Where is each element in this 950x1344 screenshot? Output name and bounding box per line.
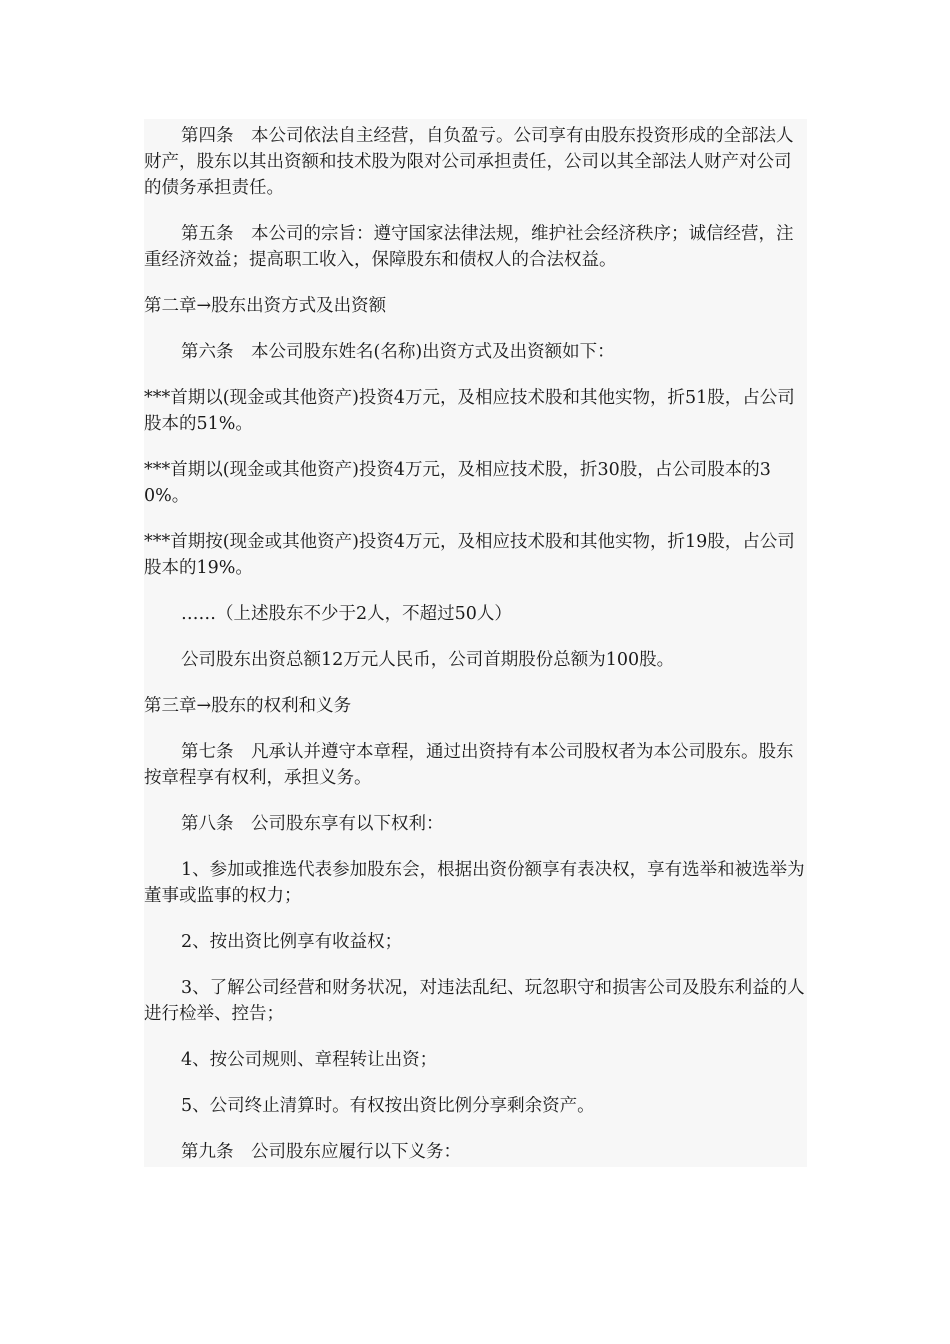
shareholder-1-paragraph: ***首期以(现金或其他资产)投资4万元，及相应技术股和其他实物，折51股，占公司股本的51%。 [144,388,795,434]
right-1-paragraph: 1、参加或推选代表参加股东会，根据出资份额享有表决权，享有选举和被选举为董事或监事的权力； [144,860,805,906]
shareholder-3-paragraph: ***首期按(现金或其他资产)投资4万元，及相应技术股和其他实物，折19股，占公司股本的19%。 [144,532,795,578]
article-6-paragraph: 第六条 本公司股东姓名(名称)出资方式及出资额如下： [181,342,615,362]
article-4-paragraph: 第四条 本公司依法自主经营，自负盈亏。公司享有由股东投资形成的全部法人财产，股东以其出资额和技术股为限对公司承担责任，公司以其全部法人财产对公司的债务承担责任。 [144,126,794,198]
right-2-paragraph: 2、按出资比例享有收益权； [181,932,403,952]
article-7-paragraph: 第七条 凡承认并遵守本章程，通过出资持有本公司股权者为本公司股东。股东按章程享有权利，承担义务。 [144,742,794,788]
article-9-paragraph: 第九条 公司股东应履行以下义务： [181,1142,461,1162]
chapter-3-heading: 第三章→股东的权利和义务 [144,696,352,716]
right-5-paragraph: 5、公司终止清算时。有权按出资比例分享剩余资产。 [181,1096,595,1116]
total-capital-paragraph: 公司股东出资总额12万元人民币，公司首期股份总额为100股。 [181,650,675,670]
article-5-paragraph: 第五条 本公司的宗旨：遵守国家法律法规，维护社会经济秩序；诚信经营，注重经济效益；提高职工收入，保障股东和债权人的合法权益。 [144,224,794,270]
shareholder-count-note: ……（上述股东不少于2人，不超过50人） [181,604,512,624]
right-3-paragraph: 3、了解公司经营和财务状况，对违法乱纪、玩忽职守和损害公司及股东利益的人进行检举、控告； [144,978,805,1024]
chapter-2-heading: 第二章→股东出资方式及出资额 [144,296,387,316]
right-4-paragraph: 4、按公司规则、章程转让出资； [181,1050,438,1070]
article-8-paragraph: 第八条 公司股东享有以下权利： [181,814,444,834]
shareholder-2-paragraph: ***首期以(现金或其他资产)投资4万元，及相应技术股，折30股，占公司股本的30%。 [144,460,771,506]
document-body [144,119,807,1167]
